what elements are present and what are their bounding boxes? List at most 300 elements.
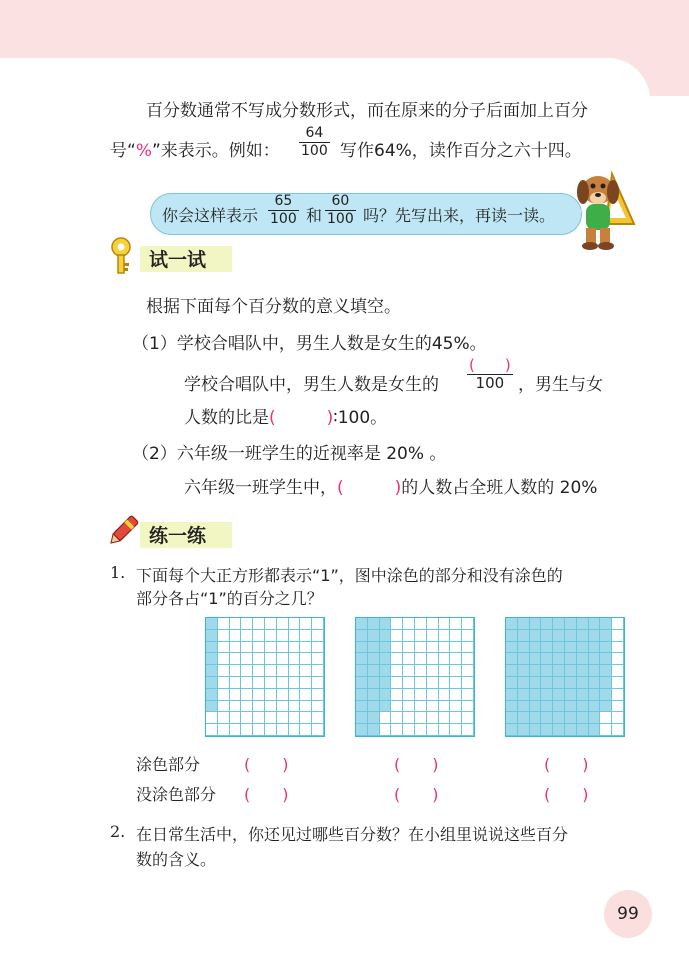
grid-cell bbox=[368, 724, 380, 736]
intro-text: 号“ bbox=[110, 141, 136, 161]
grid-cell bbox=[277, 665, 289, 677]
shaded-blank-1[interactable]: ( ) bbox=[244, 755, 289, 774]
grid-cell bbox=[565, 665, 577, 677]
grid-cell bbox=[415, 630, 427, 642]
q1-fraction-blank bbox=[467, 357, 513, 392]
grid-cell bbox=[253, 665, 265, 677]
grid-cell bbox=[230, 724, 242, 736]
q1-line2-prefix: 人数的比是 bbox=[184, 408, 269, 428]
grid-cell bbox=[541, 642, 553, 654]
grid-cell bbox=[506, 665, 518, 677]
practice-1-number: 1. bbox=[110, 563, 126, 582]
grid-cell bbox=[403, 712, 415, 724]
grid-cell bbox=[277, 618, 289, 630]
dog-mascot-icon bbox=[572, 168, 638, 252]
grid-cell bbox=[427, 642, 439, 654]
grid-cell bbox=[356, 653, 368, 665]
grid-cell bbox=[565, 701, 577, 713]
grid-cell bbox=[589, 689, 601, 701]
grid-cell bbox=[462, 724, 474, 736]
grid-cell bbox=[577, 642, 589, 654]
grid-cell bbox=[218, 689, 230, 701]
grid-cell bbox=[541, 689, 553, 701]
grid-cell bbox=[253, 677, 265, 689]
grid-cell bbox=[530, 712, 542, 724]
grid-cell bbox=[450, 712, 462, 724]
hundred-grid-3 bbox=[505, 617, 625, 737]
grid-cell bbox=[565, 677, 577, 689]
bubble-suffix: 吗？先写出来，再读一读。 bbox=[363, 206, 556, 225]
grid-cell bbox=[265, 642, 277, 654]
grid-cell bbox=[230, 701, 242, 713]
grid-cell bbox=[541, 665, 553, 677]
q1-line2 bbox=[184, 403, 387, 428]
grid-cell bbox=[380, 653, 392, 665]
grid-cell bbox=[403, 630, 415, 642]
grid-cell bbox=[462, 701, 474, 713]
grid-cell bbox=[450, 724, 462, 736]
grid-cell bbox=[241, 712, 253, 724]
try-section-title: 试一试 bbox=[149, 249, 207, 271]
grid-cell bbox=[612, 618, 624, 630]
grid-cell bbox=[612, 665, 624, 677]
grid-cell bbox=[218, 642, 230, 654]
grid-cell bbox=[427, 618, 439, 630]
grid-cell bbox=[230, 689, 242, 701]
grid-cell bbox=[600, 677, 612, 689]
ratio-blank[interactable]: ( ) bbox=[269, 408, 334, 428]
grid-cell bbox=[230, 642, 242, 654]
grid-cell bbox=[391, 630, 403, 642]
grid-cell bbox=[600, 630, 612, 642]
grid-cell bbox=[518, 724, 530, 736]
grid-cell bbox=[391, 724, 403, 736]
intro-text-mid: ”来表示。例如： bbox=[151, 141, 280, 161]
grid-cell bbox=[427, 665, 439, 677]
grid-cell bbox=[218, 701, 230, 713]
grid-cell bbox=[312, 701, 324, 713]
practice-2-number: 2. bbox=[110, 822, 126, 841]
grid-cell bbox=[289, 712, 301, 724]
unshaded-blank-3[interactable]: ( ) bbox=[544, 785, 589, 804]
grid-cell bbox=[300, 618, 312, 630]
grid-cell bbox=[427, 653, 439, 665]
grid-cell bbox=[600, 701, 612, 713]
grid-cell bbox=[356, 630, 368, 642]
grid-cell bbox=[506, 618, 518, 630]
grid-cell bbox=[289, 665, 301, 677]
grid-cell bbox=[415, 701, 427, 713]
grid-cell bbox=[241, 689, 253, 701]
grid-cell bbox=[612, 642, 624, 654]
practice-2-line2: 数的含义。 bbox=[136, 850, 217, 869]
grid-cell bbox=[589, 642, 601, 654]
grid-cell bbox=[218, 618, 230, 630]
grid-cell bbox=[206, 701, 218, 713]
grid-cell bbox=[439, 712, 451, 724]
grid-cell bbox=[241, 665, 253, 677]
practice-2-line1: 在日常生活中，你还见过哪些百分数？在小组里说说这些百分 bbox=[136, 825, 569, 844]
grid-cell bbox=[241, 618, 253, 630]
grid-cell bbox=[600, 724, 612, 736]
fraction-64-100 bbox=[299, 125, 330, 160]
grid-cell bbox=[462, 689, 474, 701]
grid-cell bbox=[300, 665, 312, 677]
grid-cell bbox=[218, 724, 230, 736]
crayon-icon bbox=[104, 512, 142, 550]
grid-cell bbox=[600, 642, 612, 654]
grid-cell bbox=[277, 642, 289, 654]
bubble-prefix: 你会这样表示 bbox=[162, 206, 259, 225]
grid-cell bbox=[368, 689, 380, 701]
grid-cell bbox=[427, 701, 439, 713]
grid-cell bbox=[462, 630, 474, 642]
grid-cell bbox=[541, 618, 553, 630]
unshaded-label: 没涂色部分 bbox=[136, 785, 217, 804]
grid-cell bbox=[612, 712, 624, 724]
grid-cell bbox=[589, 665, 601, 677]
grid-cell bbox=[391, 712, 403, 724]
grid-cell bbox=[600, 665, 612, 677]
grid-cell bbox=[253, 712, 265, 724]
grid-cell bbox=[589, 677, 601, 689]
grid-cell bbox=[600, 689, 612, 701]
grid-cell bbox=[300, 653, 312, 665]
grid-cell bbox=[541, 701, 553, 713]
intro-line-1: 百分数通常不写成分数形式，而在原来的分子后面加上百分 bbox=[146, 101, 588, 121]
grid-cell bbox=[518, 689, 530, 701]
grid-cell bbox=[577, 653, 589, 665]
grid-cell bbox=[506, 724, 518, 736]
grid-cell bbox=[439, 677, 451, 689]
grid-cell bbox=[206, 665, 218, 677]
grid-cell bbox=[300, 677, 312, 689]
grid-cell bbox=[312, 712, 324, 724]
try-question-1: （1）学校合唱队中，男生人数是女生的45%。 bbox=[132, 334, 487, 354]
grid-cell bbox=[277, 701, 289, 713]
grid-cell bbox=[289, 642, 301, 654]
unshaded-blank-1[interactable]: ( ) bbox=[244, 785, 289, 804]
grid-cell bbox=[265, 701, 277, 713]
percent-symbol: % bbox=[135, 141, 152, 161]
grid-cell bbox=[356, 642, 368, 654]
grid-cell bbox=[380, 677, 392, 689]
grid-cell bbox=[368, 701, 380, 713]
grid-cell bbox=[253, 618, 265, 630]
grid-cell bbox=[403, 642, 415, 654]
grid-cell bbox=[277, 630, 289, 642]
grid-cell bbox=[415, 618, 427, 630]
grid-cell bbox=[241, 724, 253, 736]
grid-cell bbox=[553, 712, 565, 724]
grid-cell bbox=[277, 677, 289, 689]
grid-cell bbox=[439, 665, 451, 677]
grid-cell bbox=[506, 712, 518, 724]
grid-cell bbox=[230, 630, 242, 642]
grid-cell bbox=[206, 712, 218, 724]
grid-cell bbox=[439, 701, 451, 713]
q1-line1-prefix: 学校合唱队中，男生人数是女生的 bbox=[184, 375, 439, 395]
grid-cell bbox=[218, 653, 230, 665]
grid-cell bbox=[415, 689, 427, 701]
fraction-numerator: 65 bbox=[274, 193, 293, 209]
grid-cell bbox=[218, 630, 230, 642]
grid-cell bbox=[553, 642, 565, 654]
grid-cell bbox=[265, 665, 277, 677]
grid-cell bbox=[462, 665, 474, 677]
grid-cell bbox=[206, 653, 218, 665]
grid-cell bbox=[300, 712, 312, 724]
grid-cell bbox=[589, 701, 601, 713]
grid-cell bbox=[380, 665, 392, 677]
grid-cell bbox=[289, 630, 301, 642]
grid-cell bbox=[356, 665, 368, 677]
grid-cell bbox=[530, 653, 542, 665]
grid-cell bbox=[565, 618, 577, 630]
grid-cell bbox=[380, 630, 392, 642]
shaded-label: 涂色部分 bbox=[136, 755, 201, 774]
grid-cell bbox=[277, 689, 289, 701]
grid-cell bbox=[380, 689, 392, 701]
grid-cell bbox=[518, 653, 530, 665]
fraction-numerator: 60 bbox=[331, 193, 350, 209]
grid-cell bbox=[230, 665, 242, 677]
fraction-numerator: 64 bbox=[305, 125, 324, 141]
grid-cell bbox=[530, 701, 542, 713]
grid-cell bbox=[312, 677, 324, 689]
grid-cell bbox=[577, 701, 589, 713]
grid-cell bbox=[518, 618, 530, 630]
grid-cell bbox=[265, 653, 277, 665]
grid-cell bbox=[415, 642, 427, 654]
q2-blank[interactable]: ( ) bbox=[337, 478, 402, 498]
grid-cell bbox=[380, 642, 392, 654]
grid-cell bbox=[277, 724, 289, 736]
fraction-60-100 bbox=[325, 193, 356, 228]
bubble-and: 和 bbox=[306, 206, 323, 225]
grid-cell bbox=[506, 677, 518, 689]
fraction-denominator: 100 bbox=[301, 143, 328, 159]
grid-cell bbox=[600, 712, 612, 724]
grid-cell bbox=[439, 642, 451, 654]
grid-cell bbox=[368, 618, 380, 630]
grid-cell bbox=[565, 653, 577, 665]
try-instruction: 根据下面每个百分数的意义填空。 bbox=[146, 297, 401, 317]
grid-cell bbox=[530, 689, 542, 701]
grid-cell bbox=[439, 689, 451, 701]
grid-cell bbox=[356, 677, 368, 689]
shaded-blank-2[interactable]: ( ) bbox=[394, 755, 439, 774]
grid-cell bbox=[565, 689, 577, 701]
q2-line bbox=[184, 473, 597, 498]
grid-cell bbox=[380, 618, 392, 630]
grid-cell bbox=[241, 677, 253, 689]
grid-cell bbox=[462, 618, 474, 630]
grid-cell bbox=[253, 642, 265, 654]
grid-cell bbox=[553, 618, 565, 630]
q1-line2-suffix: ∶100。 bbox=[333, 408, 388, 428]
grid-cell bbox=[368, 665, 380, 677]
grid-cell bbox=[450, 677, 462, 689]
grid-cell bbox=[403, 653, 415, 665]
grid-cell bbox=[462, 712, 474, 724]
grid-cell bbox=[312, 689, 324, 701]
grid-cell bbox=[541, 677, 553, 689]
grid-cell bbox=[518, 701, 530, 713]
grid-cell bbox=[589, 724, 601, 736]
grid-cell bbox=[356, 689, 368, 701]
grid-cell bbox=[541, 630, 553, 642]
grid-cell bbox=[427, 724, 439, 736]
grid-cell bbox=[565, 724, 577, 736]
grid-cell bbox=[403, 677, 415, 689]
grid-cell bbox=[506, 689, 518, 701]
grid-cell bbox=[265, 689, 277, 701]
practice-section-title: 练一练 bbox=[149, 525, 207, 547]
try-question-2: （2）六年级一班学生的近视率是 20% 。 bbox=[132, 444, 447, 464]
grid-cell bbox=[530, 724, 542, 736]
grid-cell bbox=[289, 618, 301, 630]
grid-cell bbox=[589, 712, 601, 724]
page-number: 99 bbox=[604, 890, 652, 938]
grid-cell bbox=[518, 665, 530, 677]
grid-cell bbox=[450, 618, 462, 630]
grid-cell bbox=[518, 630, 530, 642]
fraction-blank[interactable]: ( ) bbox=[469, 356, 511, 374]
q1-line1-suffix: ，男生与女 bbox=[518, 375, 603, 395]
grid-cell bbox=[553, 630, 565, 642]
grid-cell bbox=[530, 665, 542, 677]
grid-cell bbox=[462, 653, 474, 665]
grid-cell bbox=[300, 689, 312, 701]
grid-cell bbox=[300, 701, 312, 713]
grid-cell bbox=[612, 724, 624, 736]
grid-cell bbox=[230, 618, 242, 630]
grid-cell bbox=[312, 653, 324, 665]
grid-cell bbox=[368, 653, 380, 665]
grid-cell bbox=[518, 642, 530, 654]
grid-cell bbox=[439, 630, 451, 642]
grid-cell bbox=[530, 677, 542, 689]
grid-cell bbox=[403, 701, 415, 713]
grid-cell bbox=[289, 689, 301, 701]
grid-cell bbox=[565, 642, 577, 654]
grid-cell bbox=[439, 653, 451, 665]
grid-cell bbox=[506, 630, 518, 642]
grid-cell bbox=[415, 712, 427, 724]
grid-cell bbox=[391, 618, 403, 630]
grid-cell bbox=[391, 701, 403, 713]
grid-cell bbox=[312, 642, 324, 654]
grid-cell bbox=[253, 653, 265, 665]
grid-cell bbox=[403, 724, 415, 736]
grid-cell bbox=[206, 724, 218, 736]
grid-cell bbox=[506, 701, 518, 713]
grid-cell bbox=[289, 701, 301, 713]
grid-cell bbox=[380, 701, 392, 713]
grid-cell bbox=[612, 701, 624, 713]
fraction-denominator: 100 bbox=[327, 211, 354, 227]
grid-cell bbox=[206, 642, 218, 654]
grid-cell bbox=[230, 677, 242, 689]
q2-suffix: 的人数占全班人数的 20% bbox=[401, 478, 598, 498]
grid-cell bbox=[391, 653, 403, 665]
grid-cell bbox=[253, 630, 265, 642]
grid-cell bbox=[253, 724, 265, 736]
shaded-blank-3[interactable]: ( ) bbox=[544, 755, 589, 774]
practice-1-line2: 部分各占“1”的百分之几？ bbox=[136, 589, 323, 608]
grid-cell bbox=[612, 677, 624, 689]
grid-cell bbox=[415, 653, 427, 665]
grid-cell bbox=[439, 724, 451, 736]
intro-line-2-suffix: 写作64%，读作百分之六十四。 bbox=[340, 141, 582, 161]
grid-cell bbox=[312, 665, 324, 677]
grid-cell bbox=[206, 677, 218, 689]
grid-cell bbox=[450, 630, 462, 642]
grid-cell bbox=[265, 724, 277, 736]
grid-cell bbox=[415, 665, 427, 677]
hundred-grid-2 bbox=[355, 617, 475, 737]
grid-cell bbox=[577, 712, 589, 724]
grid-cell bbox=[403, 665, 415, 677]
grid-cell bbox=[462, 677, 474, 689]
grid-cell bbox=[300, 630, 312, 642]
grid-cell bbox=[541, 724, 553, 736]
hundred-grid-1 bbox=[205, 617, 325, 737]
fraction-denominator: 100 bbox=[270, 211, 297, 227]
grid-cell bbox=[241, 642, 253, 654]
grid-cell bbox=[206, 618, 218, 630]
grid-cell bbox=[415, 724, 427, 736]
grid-cell bbox=[206, 630, 218, 642]
grid-cell bbox=[391, 689, 403, 701]
grid-cell bbox=[277, 653, 289, 665]
grid-cell bbox=[589, 618, 601, 630]
grid-cell bbox=[565, 712, 577, 724]
grid-cell bbox=[600, 653, 612, 665]
grid-cell bbox=[368, 642, 380, 654]
q2-prefix: 六年级一班学生中， bbox=[184, 478, 337, 498]
grid-cell bbox=[356, 701, 368, 713]
grid-cell bbox=[218, 665, 230, 677]
grid-cell bbox=[506, 653, 518, 665]
grid-cell bbox=[565, 630, 577, 642]
grid-cell bbox=[253, 701, 265, 713]
grid-cell bbox=[265, 712, 277, 724]
grid-cell bbox=[391, 677, 403, 689]
grid-cell bbox=[577, 630, 589, 642]
practice-1-line1: 下面每个大正方形都表示“1”，图中涂色的部分和没有涂色的 bbox=[136, 566, 563, 585]
grid-cell bbox=[289, 677, 301, 689]
grid-cell bbox=[450, 642, 462, 654]
grid-cell bbox=[541, 712, 553, 724]
grid-cell bbox=[368, 712, 380, 724]
grid-cell bbox=[403, 689, 415, 701]
grid-cell bbox=[380, 724, 392, 736]
grid-cell bbox=[553, 689, 565, 701]
grid-cell bbox=[577, 677, 589, 689]
grid-cell bbox=[612, 630, 624, 642]
grid-cell bbox=[230, 712, 242, 724]
grid-cell bbox=[577, 665, 589, 677]
grid-cell bbox=[356, 724, 368, 736]
grid-cell bbox=[530, 642, 542, 654]
grid-cell bbox=[450, 689, 462, 701]
grid-cell bbox=[218, 677, 230, 689]
grid-cell bbox=[241, 630, 253, 642]
grid-cell bbox=[553, 724, 565, 736]
unshaded-blank-2[interactable]: ( ) bbox=[394, 785, 439, 804]
